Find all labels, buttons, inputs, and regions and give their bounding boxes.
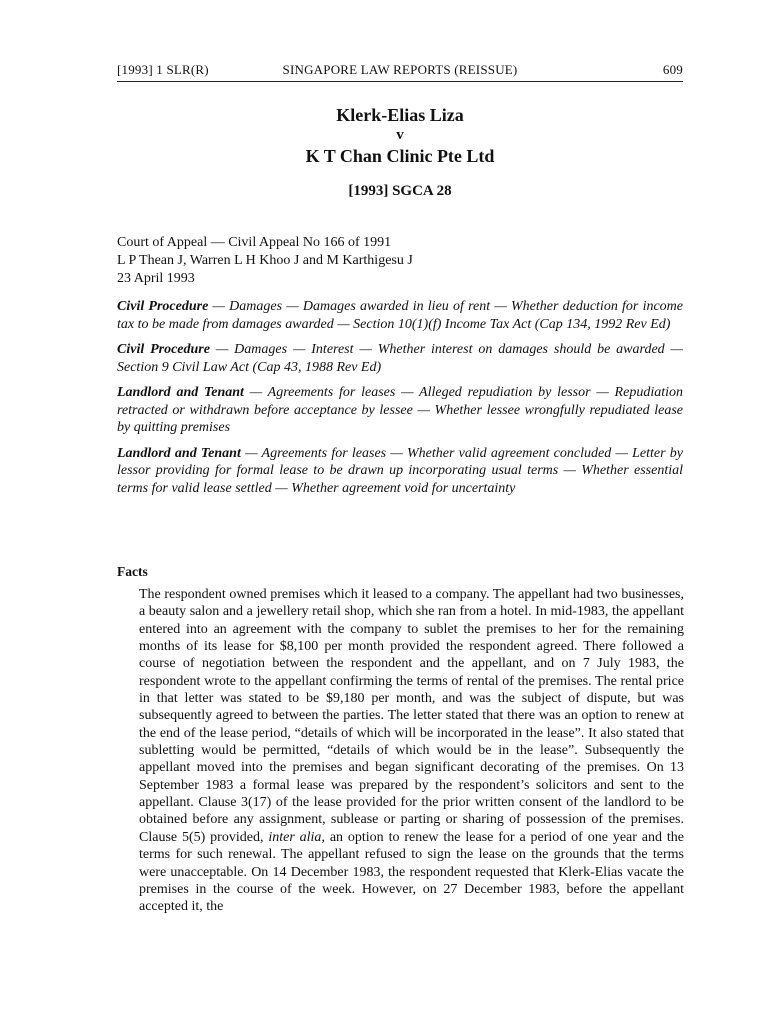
party-appellant: Klerk-Elias Liza bbox=[336, 105, 464, 125]
facts-text-part2: , an option to renew the lease for a period of one year and the terms for such renewal. The appellant refused to sign the lease on the grounds that the terms were unacceptable. On 14 December 1983, the respondent requested that Klerk-Elias vacate the premises in the course of the week. However, on 27 December 1983, before the appellant accepted it, the bbox=[139, 829, 684, 915]
catchword-subject: Landlord and Tenant bbox=[117, 385, 244, 400]
catchword-paragraph bbox=[117, 445, 683, 498]
catchword-paragraph bbox=[117, 298, 683, 333]
catchword-text: — Damages — Interest — Whether interest on damages should be awarded — Section 9 Civil Law Act (Cap 43, 1988 Rev Ed) bbox=[117, 342, 683, 375]
versus-label: v bbox=[396, 127, 404, 143]
facts-text-part1: The respondent owned premises which it leased to a company. The appellant had two businesses, a beauty salon and a jewellery retail shop, which she ran from a hotel. In mid-1983, the appellant entered into an agreement with the company to sublet the premises to her for the remaining months of its lease for $8,100 per month provided the respondent agreed. There followed a course of negotiation between the respondent and the appellant, and on 7 July 1983, the respondent wrote to the appellant confirming the terms of rental of the premises. The rental price in that letter was stated to be $9,180 per month, and was the subject of dispute, but was subsequently agreed to between the parties. The letter stated that there was an option to renew at the end of the lease period, “details of which will be incorporated in the lease”. It also stated that subletting would be permitted, “details of which would be in the lease”. Subsequently the appellant moved into the premises and began significant decorating of the premises. On 13 September 1983 a formal lease was prepared by the respondent’s solicitors and sent to the appellant. Clause 3(17) of the lease provided for the prior written consent of the landlord to be obtained before any assignment, sublease or parting or sharing of possession of the premises. Clause 5(5) provided, bbox=[139, 587, 684, 845]
report-series-title: SINGAPORE LAW REPORTS (REISSUE) bbox=[282, 62, 518, 77]
report-citation-header: [1993] 1 SLR(R) bbox=[117, 62, 209, 77]
running-header bbox=[117, 62, 683, 82]
facts-italic-phrase: inter alia bbox=[268, 829, 322, 845]
court-case-number: Court of Appeal — Civil Appeal No 166 of 1991 bbox=[117, 235, 392, 250]
header-rule bbox=[117, 81, 683, 82]
catchword-paragraph bbox=[117, 341, 683, 376]
decision-date: 23 April 1993 bbox=[117, 271, 195, 286]
catchword-subject: Civil Procedure bbox=[117, 342, 210, 357]
catchword-text: — Agreements for leases — Alleged repudiation by lessor — Repudiation retracted or withdrawn before acceptance by lessee — Whether lessee wrongfully repudiated lease by quitting premises bbox=[117, 385, 683, 435]
catchword-paragraph bbox=[117, 384, 683, 437]
catchwords bbox=[117, 298, 683, 505]
facts-heading: Facts bbox=[117, 564, 148, 579]
coram-judges: L P Thean J, Warren L H Khoo J and M Karthigesu J bbox=[117, 253, 413, 268]
case-title bbox=[117, 104, 683, 168]
party-respondent: K T Chan Clinic Pte Ltd bbox=[305, 146, 495, 166]
neutral-citation: [1993] SGCA 28 bbox=[348, 183, 452, 199]
catchword-subject: Landlord and Tenant bbox=[117, 445, 241, 461]
court-details bbox=[117, 234, 683, 288]
facts-paragraph bbox=[139, 586, 684, 916]
catchword-subject: Civil Procedure bbox=[117, 299, 209, 314]
catchword-text: — Damages — Damages awarded in lieu of rent — Whether deduction for income tax to be made from damages awarded — Section 10(1)(f) Income Tax Act (Cap 134, 1992 Rev Ed) bbox=[117, 299, 683, 332]
catchword-text: — Agreements for leases — Whether valid agreement concluded — Letter by lessor providing for formal lease to be drawn up incorporating usual terms — Whether essential terms for valid lease settled — Whether agreement void for uncertainty bbox=[117, 445, 683, 496]
page-number: 609 bbox=[662, 62, 683, 77]
